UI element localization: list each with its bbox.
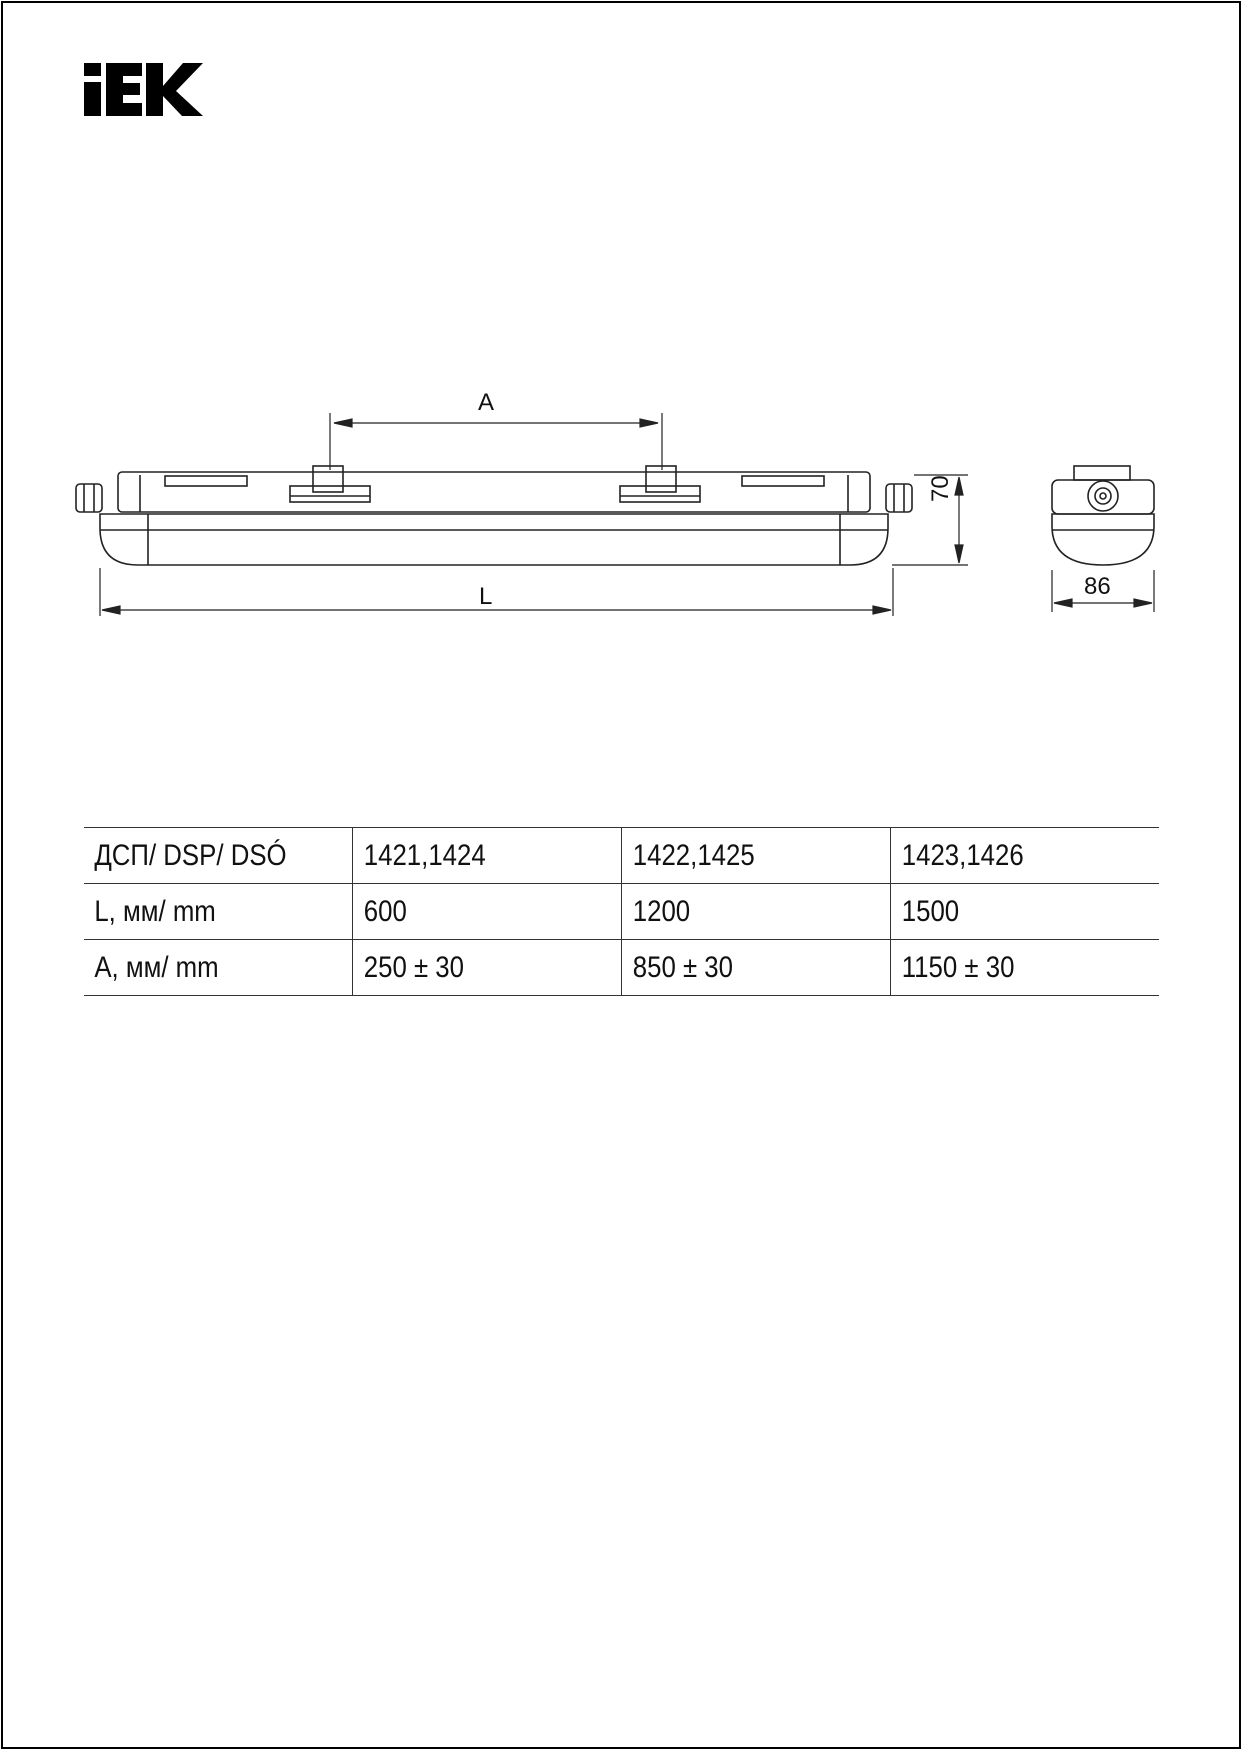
dimension-l-label: L	[479, 583, 493, 610]
body-top-cover	[118, 472, 870, 512]
luminaire-drawing	[0, 0, 1244, 700]
table-cell: 250 ± 30	[353, 940, 584, 996]
right-cable-gland	[886, 484, 912, 512]
dimension-height-label: 70	[927, 475, 954, 502]
table-cell: 1422,1425	[622, 828, 853, 884]
dimension-width-label: 86	[1084, 573, 1111, 600]
table-cell: 1500	[891, 884, 1122, 940]
table-cell: 1423,1426	[891, 828, 1122, 884]
body-diffuser	[100, 514, 888, 565]
table-cell: ДСП/ DSP/ DSÓ	[84, 828, 315, 884]
table-cell: 850 ± 30	[622, 940, 853, 996]
table-row	[84, 940, 1159, 996]
specification-table	[84, 827, 1159, 996]
table-cell: 1200	[622, 884, 853, 940]
table-cell: A, мм/ mm	[84, 940, 315, 996]
table-cell: 600	[353, 884, 584, 940]
side-view	[1052, 466, 1154, 565]
left-cable-gland	[76, 484, 102, 512]
table-cell: 1150 ± 30	[891, 940, 1122, 996]
table-row	[84, 828, 1159, 884]
table-cell: L, мм/ mm	[84, 884, 315, 940]
dimension-a-label: A	[478, 389, 495, 416]
table-row	[84, 884, 1159, 940]
table-cell: 1421,1424	[353, 828, 584, 884]
